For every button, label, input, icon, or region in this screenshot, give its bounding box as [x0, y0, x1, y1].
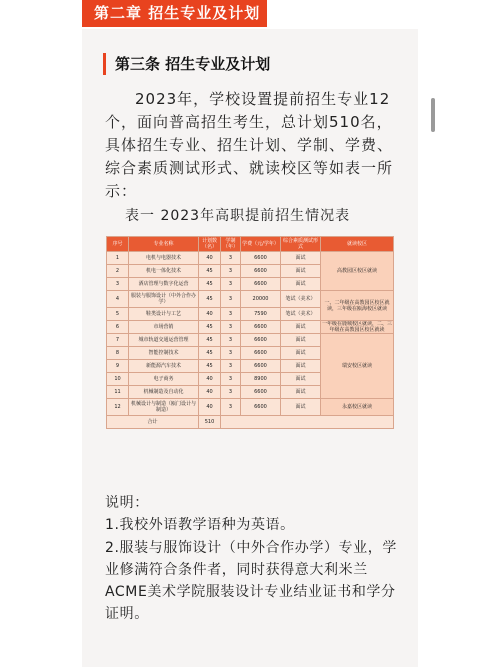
table-cell: 电机与电器技术 — [129, 252, 199, 265]
table-cell: 6600 — [241, 347, 281, 360]
table-cell: 3 — [221, 252, 241, 265]
notes-heading: 说明： — [105, 495, 149, 511]
table-row — [107, 291, 394, 308]
header-cell: 就读校区 — [321, 237, 394, 252]
table-cell: 10 — [107, 373, 129, 386]
table-cell: 6600 — [241, 252, 281, 265]
table-cell: 新能源汽车技术 — [129, 360, 199, 373]
table-cell: 机械制造及自动化 — [129, 386, 199, 399]
scrollbar[interactable] — [431, 98, 435, 132]
table-cell: 45 — [199, 360, 221, 373]
table-cell: 45 — [199, 347, 221, 360]
table-cell: 面试 — [281, 347, 321, 360]
table-cell: 面试 — [281, 321, 321, 334]
header-cell: 计划数（名） — [199, 237, 221, 252]
table-cell: 城市轨道交通运营管理 — [129, 334, 199, 347]
table-cell: 3 — [221, 308, 241, 321]
table-header-row — [107, 237, 394, 252]
table-cell: 面试 — [281, 334, 321, 347]
table-cell: 40 — [199, 308, 221, 321]
table-cell: 45 — [199, 334, 221, 347]
table-cell: 6600 — [241, 399, 281, 416]
table-row — [107, 399, 394, 416]
header-cell: 学制（年） — [221, 237, 241, 252]
table-cell: 机械设计与制造（瓯门设计与制造） — [129, 399, 199, 416]
total-blank — [221, 416, 394, 429]
enrollment-table — [106, 236, 394, 429]
table-cell: 4 — [107, 291, 129, 308]
table-cell: 8 — [107, 347, 129, 360]
table-cell: 6600 — [241, 321, 281, 334]
table-cell: 45 — [199, 291, 221, 308]
table-cell: 3 — [221, 321, 241, 334]
total-label: 合计 — [107, 416, 199, 429]
table-caption: 表一 2023年高职提前招生情况表 — [125, 208, 351, 224]
intro-paragraph: 2023年，学校设置提前招生专业12个，面向普高招生考生，总计划510名，具体招生专业、招生计划、学制、学费、综合素质测试形式、就读校区等如表一所示： — [105, 90, 394, 200]
table-cell: 3 — [221, 386, 241, 399]
header-cell: 序号 — [107, 237, 129, 252]
table-cell: 服装与服饰设计（中外合作办学） — [129, 291, 199, 308]
table-cell: 20000 — [241, 291, 281, 308]
section-title: 第三条 招生专业及计划 — [103, 53, 270, 75]
table-cell: 1 — [107, 252, 129, 265]
table-cell: 40 — [199, 386, 221, 399]
table-cell: 酒店管理与数字化运营 — [129, 278, 199, 291]
table-row — [107, 334, 394, 347]
table-cell: 面试 — [281, 252, 321, 265]
table-cell: 鞋类设计与工艺 — [129, 308, 199, 321]
table-cell: 5 — [107, 308, 129, 321]
table-cell: 面试 — [281, 399, 321, 416]
total-value: 510 — [199, 416, 221, 429]
campus-cell: 瑞安校区就读 — [321, 334, 394, 399]
table-cell: 40 — [199, 252, 221, 265]
notes — [105, 492, 405, 626]
table-row — [107, 321, 394, 334]
chapter-title: 第二章 招生专业及计划 — [82, 0, 267, 27]
table-cell: 3 — [221, 265, 241, 278]
table-cell: 45 — [199, 278, 221, 291]
table-cell: 面试 — [281, 386, 321, 399]
campus-cell: 一、二年级在高教园区校区就读，三年级在瓯海校区就读 — [321, 291, 394, 321]
table-cell: 3 — [221, 291, 241, 308]
table-cell: 6600 — [241, 278, 281, 291]
table-cell: 笔试（美术） — [281, 308, 321, 321]
table-cell: 7590 — [241, 308, 281, 321]
campus-cell: 永嘉校区就读 — [321, 399, 394, 416]
table-cell: 2 — [107, 265, 129, 278]
campus-cell: 一年级在鹿城校区就读，二、三年级在高教园区校区就读 — [321, 321, 392, 333]
table-cell: 3 — [221, 373, 241, 386]
table-cell: 40 — [199, 373, 221, 386]
table-cell: 面试 — [281, 360, 321, 373]
note-item-2: 2.服装与服饰设计（中外合作办学）专业，学业修满符合条件者，同时获得意大利米兰ACME美术学院服装设计专业结业证书和学分证明。 — [105, 540, 397, 622]
table-cell: 6600 — [241, 360, 281, 373]
header-cell: 综合素质测试形式 — [281, 237, 321, 252]
table-row — [107, 252, 394, 265]
table-cell: 45 — [199, 321, 221, 334]
table-cell: 40 — [199, 399, 221, 416]
table-cell: 笔试（美术） — [281, 291, 321, 308]
table-cell: 电子商务 — [129, 373, 199, 386]
table-cell: 3 — [221, 360, 241, 373]
table-cell: 8900 — [241, 373, 281, 386]
table-cell: 机电一体化技术 — [129, 265, 199, 278]
header-cell: 专业名称 — [129, 237, 199, 252]
table-cell: 面试 — [281, 265, 321, 278]
table-cell: 3 — [221, 278, 241, 291]
table-cell: 面试 — [281, 373, 321, 386]
table-cell: 6600 — [241, 265, 281, 278]
table-cell: 3 — [221, 399, 241, 416]
table-cell: 面试 — [281, 278, 321, 291]
table-cell: 11 — [107, 386, 129, 399]
table-cell: 12 — [107, 399, 129, 416]
table-cell: 3 — [221, 334, 241, 347]
table-cell: 6 — [107, 321, 129, 334]
table-cell: 6600 — [241, 386, 281, 399]
table-cell: 6600 — [241, 334, 281, 347]
table-cell: 45 — [199, 265, 221, 278]
table-cell: 市场营销 — [129, 321, 199, 334]
table-cell: 9 — [107, 360, 129, 373]
campus-cell: 高教园区校区就读 — [321, 252, 394, 291]
table-total-row — [107, 416, 394, 429]
table-cell: 3 — [107, 278, 129, 291]
note-item-1: 1.我校外语教学语种为英语。 — [105, 517, 295, 533]
table-cell: 3 — [221, 347, 241, 360]
table-cell: 智能控制技术 — [129, 347, 199, 360]
table-cell: 7 — [107, 334, 129, 347]
header-cell: 学费（元/学年） — [241, 237, 281, 252]
